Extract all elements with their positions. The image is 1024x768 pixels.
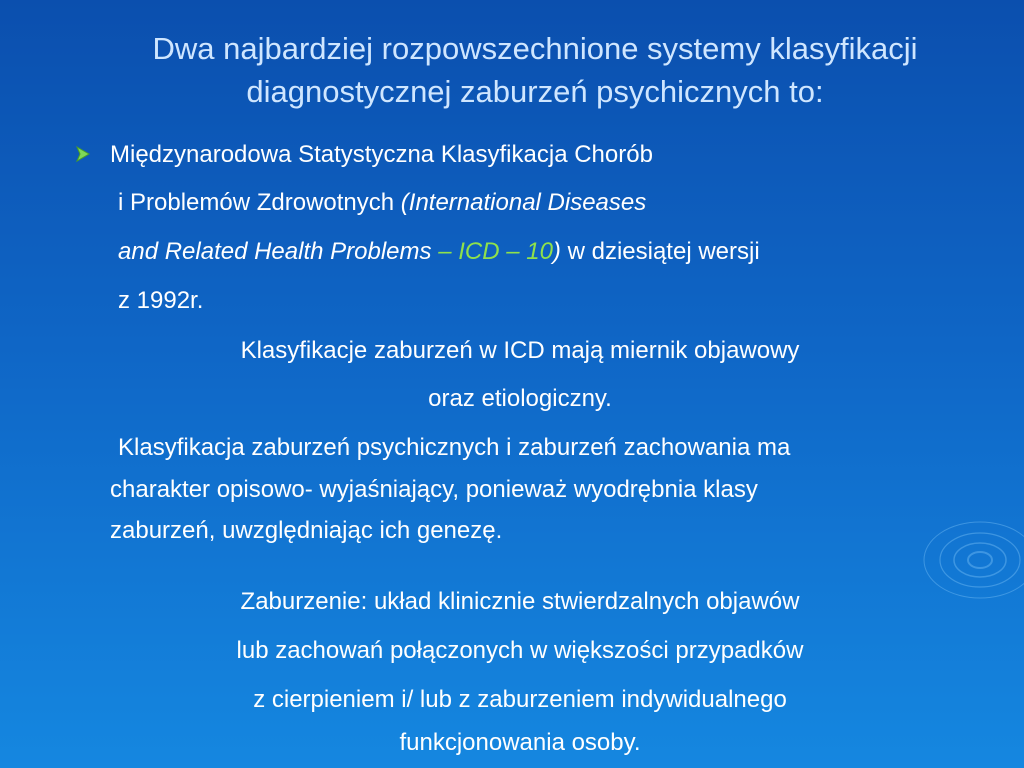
bullet-line-3-rest: w dziesiątej wersji [560, 238, 760, 265]
classification-line-2: charakter opisowo- wyjaśniający, ponieważ wyodrębnia klasy [110, 476, 758, 503]
icd-paragraph-line-1: Klasyfikacje zaburzeń w ICD mają miernik objawowy [240, 337, 800, 364]
bullet-line-1: Międzynarodowa Statystyczna Klasyfikacja Chorób [110, 141, 653, 168]
bullet-line-3-italic: and Related Health Problems [118, 238, 439, 265]
icd-10-highlight: – ICD – 10 [438, 238, 553, 265]
bullet-line-4: z 1992r. [118, 287, 204, 314]
definition-line-1: Zaburzenie: układ klinicznie stwierdzalnych objawów [240, 588, 800, 615]
slide-title [60, 27, 1010, 113]
title-line-1: Dwa najbardziej rozpowszechnione systemy klasyfikacji [152, 31, 918, 66]
definition-line-2: lub zachowań połączonych w większości przypadków [236, 637, 804, 664]
bullet-line-3-paren: ) [552, 238, 561, 265]
bullet-line-2-italic: (International Diseases [400, 189, 647, 216]
definition-line-3: z cierpieniem i/ lub z zaburzeniem indywidualnego [253, 686, 787, 713]
bullet-line-2 [118, 188, 646, 218]
bullet-line-2-plain: i Problemów Zdrowotnych [118, 189, 401, 216]
arrow-bullet-icon [74, 145, 92, 163]
classification-line-3: zaburzeń, uwzględniając ich genezę. [110, 517, 503, 544]
title-line-2: diagnostycznej zaburzeń psychicznych to: [246, 74, 824, 109]
classification-line-1: Klasyfikacja zaburzeń psychicznych i zaburzeń zachowania ma [118, 434, 791, 461]
icd-paragraph-line-2: oraz etiologiczny. [428, 385, 612, 412]
definition-line-4: funkcjonowania osoby. [399, 729, 641, 756]
bullet-line-3 [118, 237, 760, 267]
